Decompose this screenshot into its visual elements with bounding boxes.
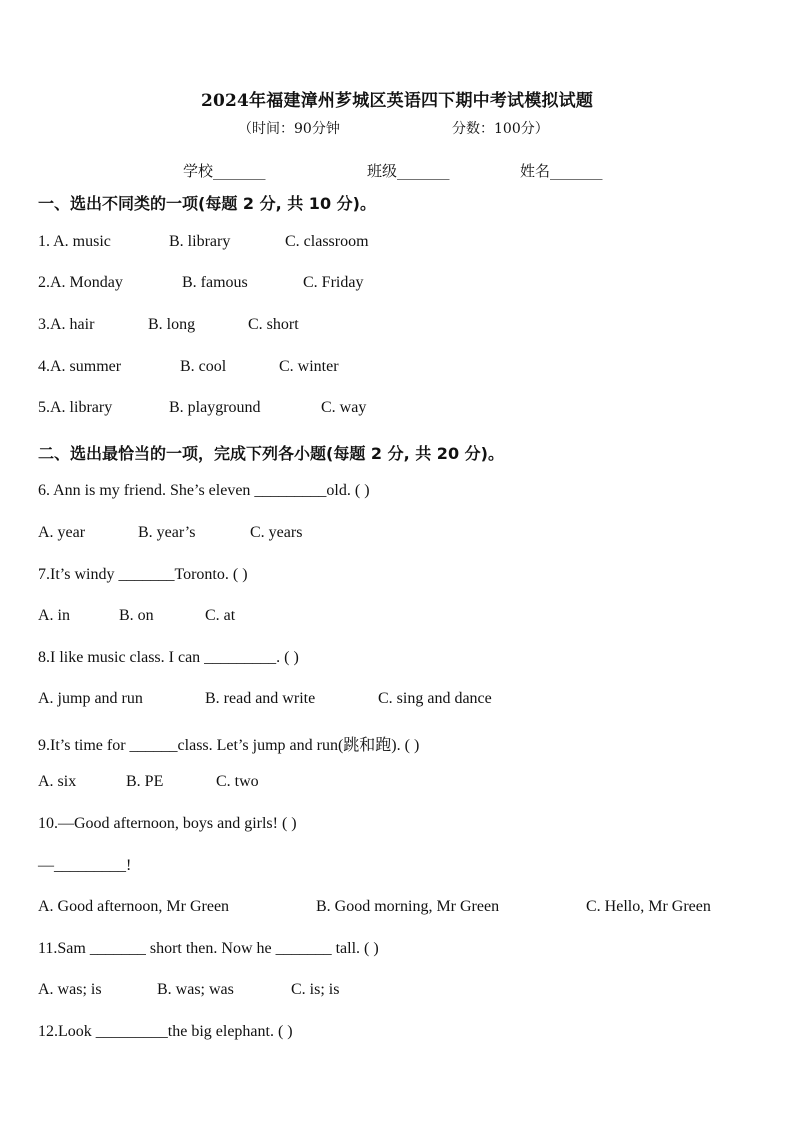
option-c: C. Hello, Mr Green [586,898,711,915]
question-5 [38,399,112,417]
question-7: 7.It’s windy _______Toronto. ( ) [38,566,248,583]
school-field[interactable]: 学校_______ [183,162,266,180]
question-10-reply: —_________! [38,857,132,874]
option-a: A. library [50,399,113,416]
exam-title: 2024年福建漳州芗城区英语四下期中考试模拟试题 [200,91,594,111]
option-c: C. is; is [291,981,340,998]
option-b: B. PE [126,773,164,790]
option-c: C. two [216,773,259,790]
section-title: 二、选出最恰当的一项，完成下列各小题(每题 2 分, 共 20 分)。 [38,444,504,463]
option-b: B. famous [182,274,248,291]
option-a: A. music [53,233,111,250]
question-6: 6. Ann is my friend. She’s eleven _________old. ( ) [38,482,370,499]
question-11: 11.Sam _______ short then. Now he _______ tall. ( ) [38,940,379,957]
option-c: C. Friday [303,274,364,291]
option-a: A. jump and run [38,690,143,707]
option-c: C. years [250,524,303,541]
option-b: B. year’s [138,524,196,541]
question-number: 1. [38,233,54,250]
option-a: A. in [38,607,70,624]
section-title: 一、选出不同类的一项(每题 2 分, 共 10 分)。 [38,194,376,213]
question-number: 5. [38,399,50,416]
question-9: 9.It’s time for ______class. Let’s jump and run(跳和跑). ( ) [38,737,420,754]
option-a: A. was; is [38,981,102,998]
option-c: C. at [205,607,236,624]
question-3 [38,316,94,334]
class-field[interactable]: 班级_______ [367,162,450,180]
option-c: C. way [321,399,367,416]
option-c: C. classroom [285,233,369,250]
option-c: C. sing and dance [378,690,492,707]
option-b: B. Good morning, Mr Green [316,898,500,915]
option-a: A. Monday [50,274,123,291]
question-number: 4. [38,358,50,375]
option-c: C. short [248,316,299,333]
question-8: 8.I like music class. I can _________. ( ) [38,649,299,666]
question-1 [38,233,111,251]
question-10: 10.—Good afternoon, boys and girls! ( ) [38,815,297,832]
option-b: B. long [148,316,196,333]
question-2 [38,274,123,292]
option-c: C. winter [279,358,339,375]
exam-time: （时间：90分钟 [238,121,340,137]
option-a: A. Good afternoon, Mr Green [38,898,230,915]
question-number: 3. [38,316,50,333]
option-b: B. cool [180,358,227,375]
name-field[interactable]: 姓名_______ [520,162,603,180]
option-a: A. year [38,524,86,541]
option-b: B. library [169,233,231,250]
option-a: A. summer [50,358,122,375]
exam-score: 分数：100分） [452,121,549,137]
question-12: 12.Look _________the big elephant. ( ) [38,1023,293,1040]
question-4 [38,358,121,376]
question-number: 2. [38,274,50,291]
option-b: B. on [119,607,154,624]
option-a: A. hair [50,316,95,333]
option-b: B. read and write [205,690,316,707]
option-b: B. was; was [157,981,234,998]
option-b: B. playground [169,399,261,416]
option-a: A. six [38,773,77,790]
